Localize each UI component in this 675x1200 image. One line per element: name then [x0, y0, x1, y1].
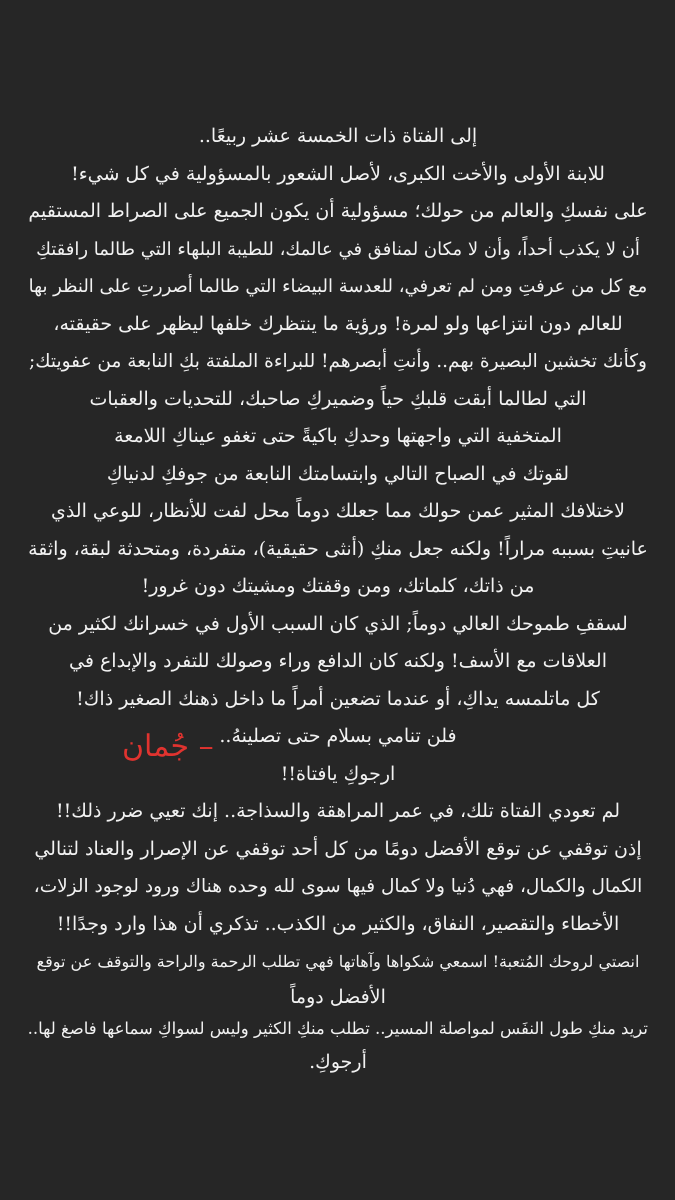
- letter-line: إلى الفتاة ذات الخمسة عشر ربيعًا..: [198, 125, 478, 147]
- letter-line: الأفضل دوماً: [290, 985, 386, 1008]
- letter-line: على نفسكِ والعالم من حولك؛ مسؤولية أن يكون الجميع على الصراط المستقيم: [28, 200, 648, 222]
- letter-line: انصتي لروحك المُتعبة! اسمعي شكواها وآهاتها فهي تطلب الرحمة والراحة والتوقف عن توقع: [36, 952, 640, 971]
- letter-line: التي لطالما أبقت قلبكِ حياً وضميركِ صاحبك، للتحديات والعقبات: [89, 387, 587, 410]
- letter-line: لقوتك في الصباح التالي وابتسامتك النابعة من جوفكِ لدنياكِ: [106, 462, 570, 485]
- letter-line: أرجوكِ.: [309, 1050, 367, 1073]
- letter-line: إذن توقفي عن توقع الأفضل دومًا من كل أحد توقفي عن الإصرار والعناد لتنالي: [34, 837, 642, 860]
- letter-line: تريد منكِ طول النفَس لمواصلة المسير.. تطلب منكِ الكثير وليس لسواكِ سماعها فاصغ لها..: [27, 1019, 648, 1038]
- letter-line: الكمال والكمال، فهي دُنيا ولا كمال فيها سوى لله وحده هناك ورود لوجود الزلات،: [33, 876, 643, 897]
- letter-line: للعالم دون انتزاعها ولو لمرة! ورؤية ما ينتظرك خلفها ليظهر على حقيقته،: [53, 312, 623, 335]
- letter-line: للابنة الأولى والأخت الكبرى، لأصل الشعور بالمسؤولية في كل شيء!: [71, 162, 605, 185]
- letter-line: من ذاتك، كلماتك، ومن وقفتك ومشيتك دون غرور!: [141, 575, 535, 597]
- author-signature: – جُمان: [122, 729, 214, 764]
- letter-line: وكأنك تخشين البصيرة بهم.. وأنتِ أبصرهم! للبراءة الملفتة بكِ النابعة من عفويتك;: [29, 351, 647, 372]
- letter-line: كل ماتلمسه يداكِ، أو عندما تضعين أمراً ما داخل ذهنك الصغير ذاك!: [76, 687, 600, 710]
- letter-line: ارجوكِ يافتاة!!: [280, 762, 396, 785]
- letter-line: الأخطاء والتقصير، النفاق، والكثير من الكذب.. تذكري أن هذا وارد وجدًا!!: [56, 912, 620, 935]
- letter-line: عانيتِ بسببه مراراً! ولكنه جعل منكِ (أنثى حقيقية)، متفردة، ومتحدثة لبقة، واثقة: [28, 537, 648, 560]
- letter-line: لم تعودي الفتاة تلك، في عمر المراهقة والسذاجة.. إنك تعيي ضرر ذلك!!: [55, 800, 621, 822]
- letter-line: أن لا يكذب أحداً، وأن لا مكان لمنافق في عالمك، للطيبة البلهاء التي طالما رافقتكِ: [36, 238, 640, 260]
- letter-line: لاختلافك المثير عمن حولك مما جعلك دوماً محل لفت للأنظار، للوعي الذي: [50, 500, 626, 522]
- letter-line: العلاقات مع الأسف! ولكنه كان الدافع وراء وصولك للتفرد والإبداع في: [69, 650, 607, 672]
- letter-line: لسقفِ طموحك العالي دوماً; الذي كان السبب الأول في خسرانك لكثير من: [48, 612, 628, 635]
- letter-line: فلن تنامي بسلام حتى تصلينهُ..: [219, 725, 457, 747]
- letter-text: [28, 118, 648, 1078]
- letter-line: المتخفية التي واجهتها وحدكِ باكيةً حتى تغفو عيناكِ اللامعة: [114, 425, 562, 447]
- letter-line: مع كل من عرفتِ ومن لم تعرفي، للعدسة البيضاء التي طالما أصررتِ على النظر بها: [28, 276, 648, 297]
